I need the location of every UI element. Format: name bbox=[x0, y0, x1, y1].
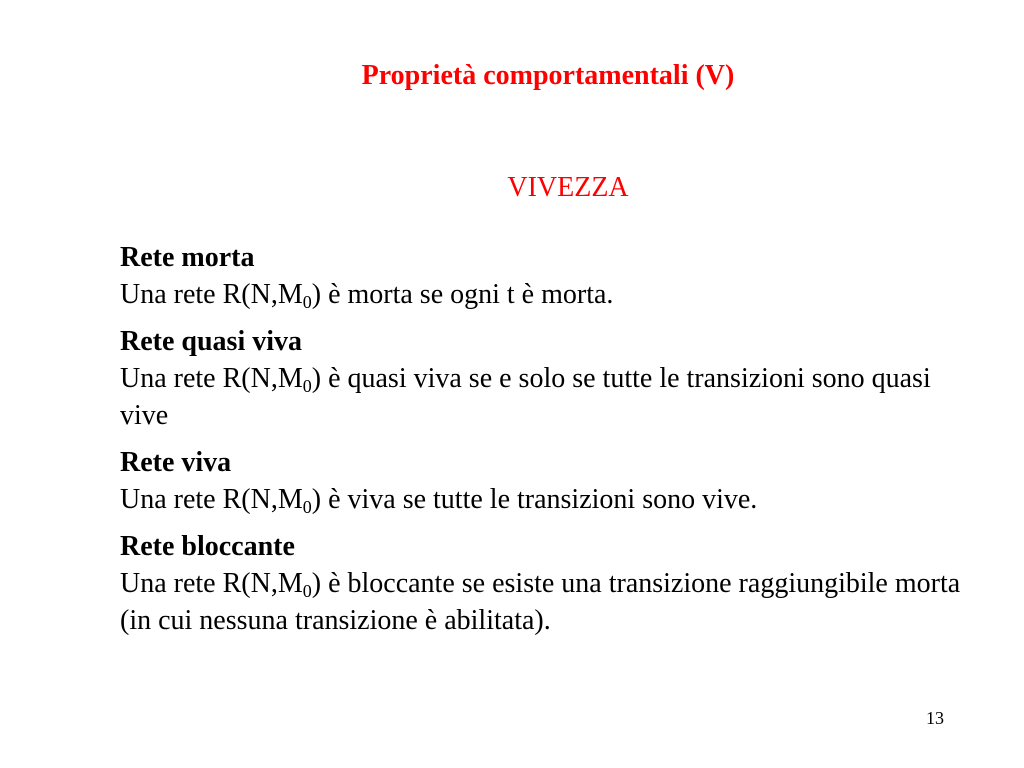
slide-subtitle: VIVEZZA bbox=[507, 172, 629, 203]
term-rete-bloccante bbox=[120, 528, 980, 639]
net-notation-suffix: ) bbox=[311, 568, 322, 599]
term-rete-morta bbox=[120, 239, 980, 313]
net-notation-subscript: 0 bbox=[302, 497, 312, 517]
definition-text: è viva se tutte le transizioni sono vive. bbox=[321, 484, 758, 515]
net-notation-suffix: ) bbox=[311, 363, 322, 394]
term-rete-viva bbox=[120, 444, 980, 518]
net-notation-prefix: Una rete R(N,M bbox=[120, 568, 303, 599]
slide-title: Proprietà comportamentali (V) bbox=[361, 60, 735, 91]
term-title: Rete morta bbox=[120, 242, 255, 273]
definition-text: è quasi viva se e solo se tutte le transizioni sono quasi vive bbox=[120, 363, 931, 431]
definition-text: è bloccante se esiste una transizione raggiungibile morta (in cui nessuna transizione è abilitata). bbox=[120, 568, 961, 636]
term-definition bbox=[120, 481, 980, 518]
term-definition bbox=[120, 276, 980, 313]
net-notation-suffix: ) bbox=[311, 279, 322, 310]
net-notation-subscript: 0 bbox=[302, 292, 312, 312]
net-notation-prefix: Una rete R(N,M bbox=[120, 363, 303, 394]
term-title: Rete quasi viva bbox=[120, 326, 302, 357]
term-title: Rete bloccante bbox=[120, 531, 295, 562]
page-number: 13 bbox=[926, 708, 944, 728]
term-definition bbox=[120, 360, 980, 434]
net-notation-prefix: Una rete R(N,M bbox=[120, 279, 303, 310]
net-notation-suffix: ) bbox=[311, 484, 322, 515]
net-notation-prefix: Una rete R(N,M bbox=[120, 484, 303, 515]
definition-text: è morta se ogni t è morta. bbox=[321, 279, 614, 310]
definitions-list bbox=[120, 239, 980, 639]
term-rete-quasi-viva bbox=[120, 323, 980, 434]
term-definition bbox=[120, 565, 980, 639]
net-notation-subscript: 0 bbox=[302, 376, 312, 396]
net-notation-subscript: 0 bbox=[302, 581, 312, 601]
term-title: Rete viva bbox=[120, 447, 232, 478]
